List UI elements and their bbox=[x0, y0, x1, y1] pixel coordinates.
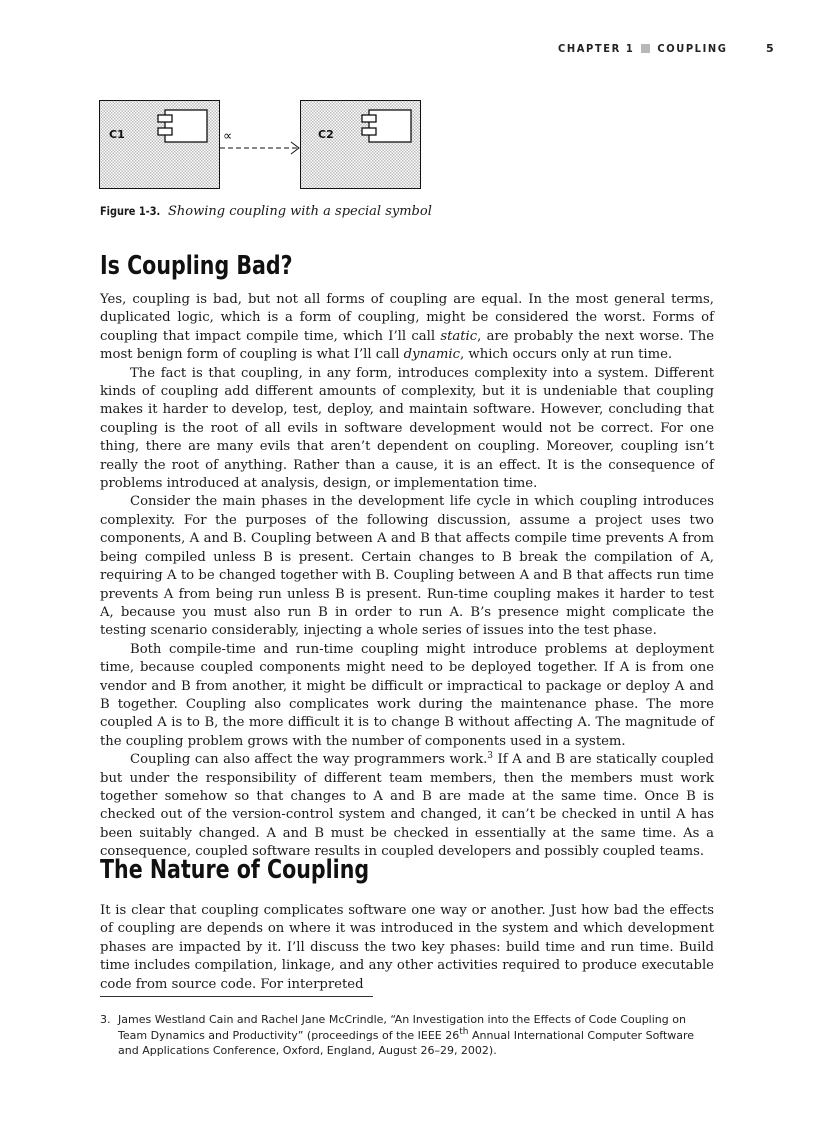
term-static: static bbox=[440, 328, 478, 344]
figure-caption-label: Figure 1-3. bbox=[100, 204, 161, 218]
section-body-is-coupling-bad bbox=[100, 291, 714, 862]
paragraph-5 bbox=[100, 751, 714, 861]
component-c2-label: C2 bbox=[318, 128, 334, 141]
figure-caption bbox=[100, 204, 432, 219]
paragraph-4: Both compile-time and run-time coupling might introduce problems at deployment time, because coupled components might need to be deployed together. If A is from one vendor and B from another, it might be difficult or impractical to package or deploy A and B together. Coupling also complicates work during the maintenance phase. The more coupled A is to B, the more difficult it is to change B without affecting A. The magnitude of the coupling problem grows with the number of components used in a system. bbox=[100, 641, 714, 749]
chapter-label: CHAPTER 1 bbox=[558, 42, 635, 55]
running-head bbox=[558, 42, 727, 55]
footnote-number: 3. bbox=[100, 1013, 111, 1026]
term-dynamic: dynamic bbox=[403, 347, 461, 363]
page-number: 5 bbox=[766, 42, 774, 55]
paragraph-1-text-b: , are probably the next worse. The most benign form of coupling is what I’ll call bbox=[100, 328, 714, 363]
section-body-nature-of-coupling bbox=[100, 902, 714, 994]
paragraph-5-text-b: If A and B are statically coupled but under the responsibility of different team members, then the members must work together somehow so that changes to A and B are made at the same time. Once B is checked out of the version-control system and changed, it can’t be checked in until A has been suitably changed. A and B must be checked in essentially at the same time. As a consequence, coupled software results in coupled developers and possibly coupled teams. bbox=[100, 752, 714, 860]
paragraph-1-text-a: Yes, coupling is bad, but not all forms of coupling are equal. In the most general terms, duplicated logic, which is a form of coupling, might be considered the worst. Forms of coupling that impact compile time, which I’ll call bbox=[100, 292, 714, 344]
paragraph-1 bbox=[100, 291, 714, 365]
footnote-3 bbox=[100, 1012, 710, 1059]
proportional-symbol: ∝ bbox=[223, 129, 233, 144]
component-c1-label: C1 bbox=[109, 128, 125, 141]
section-heading-is-coupling-bad: Is Coupling Bad? bbox=[100, 251, 293, 281]
paragraph-3: Consider the main phases in the development life cycle in which coupling introduces complexity. For the purposes of the following discussion, assume a project uses two components, A and B. Coupling between A and B that affects compile time prevents A from being compiled unless B is present. Certain changes to B break the compilation of A, requiring A to be changed together with B. Coupling between A and B that affects run time prevents A from being run unless B is present. Run-time coupling makes it harder to test A, because you must also run B in order to run A. B’s presence might complicate the testing scenario considerably, injecting a whole series of issues into the test phase. bbox=[100, 494, 714, 639]
paragraph-6: It is clear that coupling complicates software one way or another. Just how bad the effects of coupling are depends on where it was introduced in the system and which development phases are impacted by it. I’ll discuss the two key phases: build time and run time. Build time includes compilation, linkage, and any other activities required to produce executable code from source code. For interpreted bbox=[100, 903, 714, 992]
footnote-superscript: th bbox=[459, 1026, 469, 1037]
paragraph-2: The fact is that coupling, in any form, introduces complexity into a system. Different kinds of coupling add different amounts of complexity, but it is undeniable that coupling makes it harder to develop, test, deploy, and maintain software. However, concluding that coupling is the root of all evils in software development would not be correct. For one thing, there are many evils that aren’t dependent on coupling. Moreover, coupling isn’t really the root of anything. Rather than a cause, it is an effect. It is the consequence of problems introduced at analysis, design, or implementation time. bbox=[100, 365, 714, 492]
footnote-text-a: James Westland Cain and Rachel Jane McCrindle, “An Investigation into the Effects of Code Coupling on Team Dynamics and Productivity” (proceedings of the IEEE 26 bbox=[118, 1013, 686, 1042]
section-heading-nature-of-coupling: The Nature of Coupling bbox=[100, 855, 370, 885]
paragraph-5-text-a: Coupling can also affect the way programmers work. bbox=[130, 752, 488, 768]
footnote-text-b: Annual International Computer Software and Applications Conference, Oxford, England, August 26–29, 2002). bbox=[118, 1028, 695, 1058]
figure-caption-text: Showing coupling with a special symbol bbox=[167, 204, 432, 219]
component-c1-icon bbox=[158, 110, 207, 142]
footnote-divider bbox=[100, 996, 373, 997]
chapter-title: COUPLING bbox=[657, 42, 728, 55]
paragraph-1-text-c: , which occurs only at run time. bbox=[460, 347, 673, 363]
footnote-reference: 3 bbox=[487, 751, 494, 762]
coupling-diagram bbox=[99, 100, 421, 190]
component-c2-icon bbox=[362, 110, 411, 142]
separator-square-icon bbox=[641, 44, 650, 53]
